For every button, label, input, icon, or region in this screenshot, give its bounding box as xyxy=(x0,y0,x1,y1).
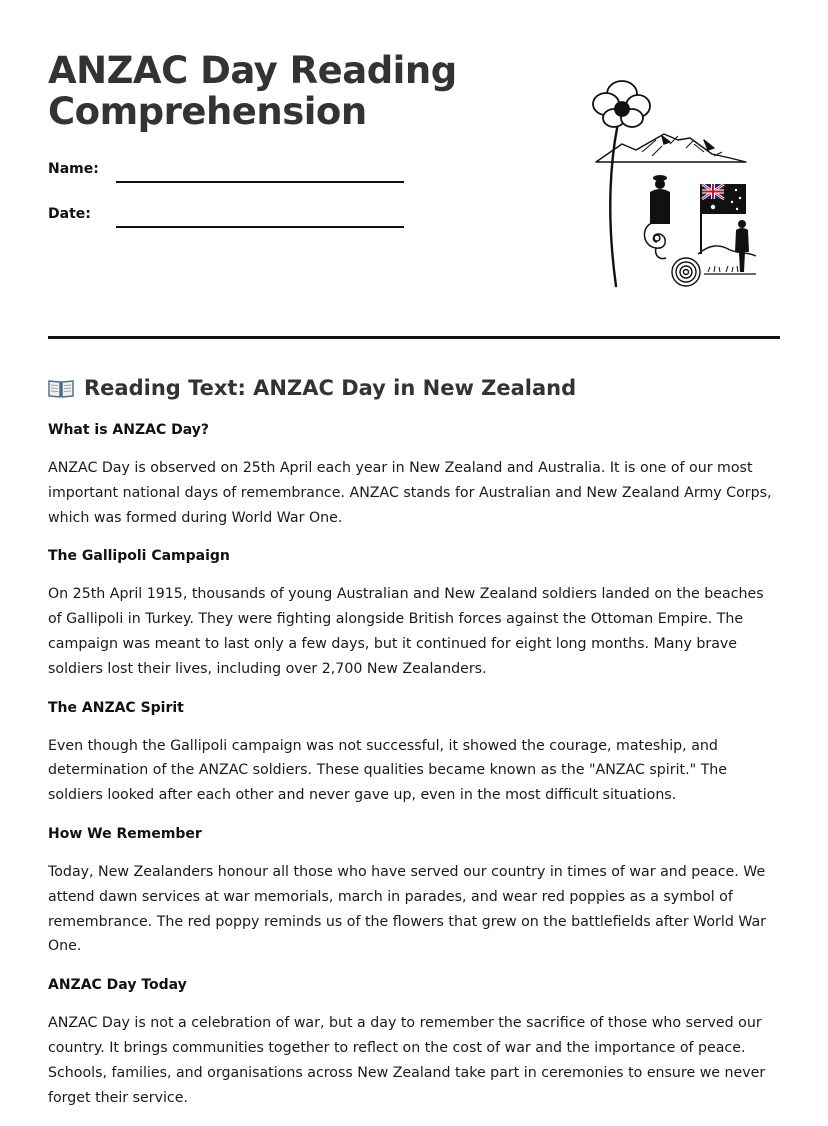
page-title: ANZAC Day Reading Comprehension xyxy=(48,49,457,133)
mountain-icon xyxy=(596,134,746,162)
section-text-anzac-spirit: Even though the Gallipoli campaign was not successful, it showed the courage, mateship, and determination of the ANZAC soldiers. These qualities became known as the "ANZAC spirit." The soldiers looked after each other and never gave up, even in the most difficult situations. xyxy=(48,737,728,804)
book-icon xyxy=(48,378,74,398)
worksheet-page xyxy=(48,0,780,1106)
date-answer-line xyxy=(116,226,404,228)
reading-section xyxy=(48,372,780,1126)
name-label: Name: xyxy=(48,161,99,177)
koru-icon xyxy=(644,222,666,259)
header-divider xyxy=(48,336,780,339)
date-field xyxy=(48,206,408,236)
worksheet-header xyxy=(48,0,780,340)
section-text-how-we-remember: Today, New Zealanders honour all those who have served our country in times of war and peace. We attend dawn services at war memorials, march in parades, and wear red poppies as a symbol of remembrance. The red poppy reminds us of the flowers that grew on the battlefields after World War One. xyxy=(48,863,766,955)
soldier-icon xyxy=(650,175,670,224)
section-title-what-is-anzac: What is ANZAC Day? xyxy=(48,422,209,438)
section-title-anzac-today: ANZAC Day Today xyxy=(48,977,187,994)
section-title-how-we-remember: How We Remember xyxy=(48,825,202,842)
section-title-anzac-spirit: The ANZAC Spirit xyxy=(48,699,184,716)
reading-heading xyxy=(48,372,780,404)
section-text-gallipoli: On 25th April 1915, thousands of young Australian and New Zealand soldiers landed on the beaches of Gallipoli in Turkey. They were fighting alongside British forces against the Ottoman Empire. The campaign was meant to last only a few days, but it continued for eight long months. Many brave soldiers lost their lives, including over 2,700 New Zealanders. xyxy=(48,586,764,677)
spiral-icon xyxy=(672,258,700,286)
name-answer-line xyxy=(116,181,404,183)
section-text-anzac-today: ANZAC Day is not a celebration of war, but a day to remember the sacrifice of those who served our country. It brings communities together to reflect on the cost of war and the importance of peace. Schools, families, and organisations across New Zealand take part in ceremonies to ensure we never forget their service. xyxy=(48,1015,766,1106)
section-text-what-is-anzac: ANZAC Day is observed on 25th April each year in New Zealand and Australia. It is one of our most important national days of remembrance. ANZAC stands for Australian and New Zealand Army Corps, which was formed during World War One. xyxy=(48,460,772,526)
reading-heading-text: Reading Text: ANZAC Day in New Zealand xyxy=(84,376,577,400)
poppy-icon xyxy=(593,81,650,127)
soldier-icon xyxy=(735,220,749,272)
name-field xyxy=(48,161,408,191)
date-label: Date: xyxy=(48,206,91,222)
section-title-gallipoli: The Gallipoli Campaign xyxy=(48,548,230,565)
anzac-illustration xyxy=(544,74,756,294)
